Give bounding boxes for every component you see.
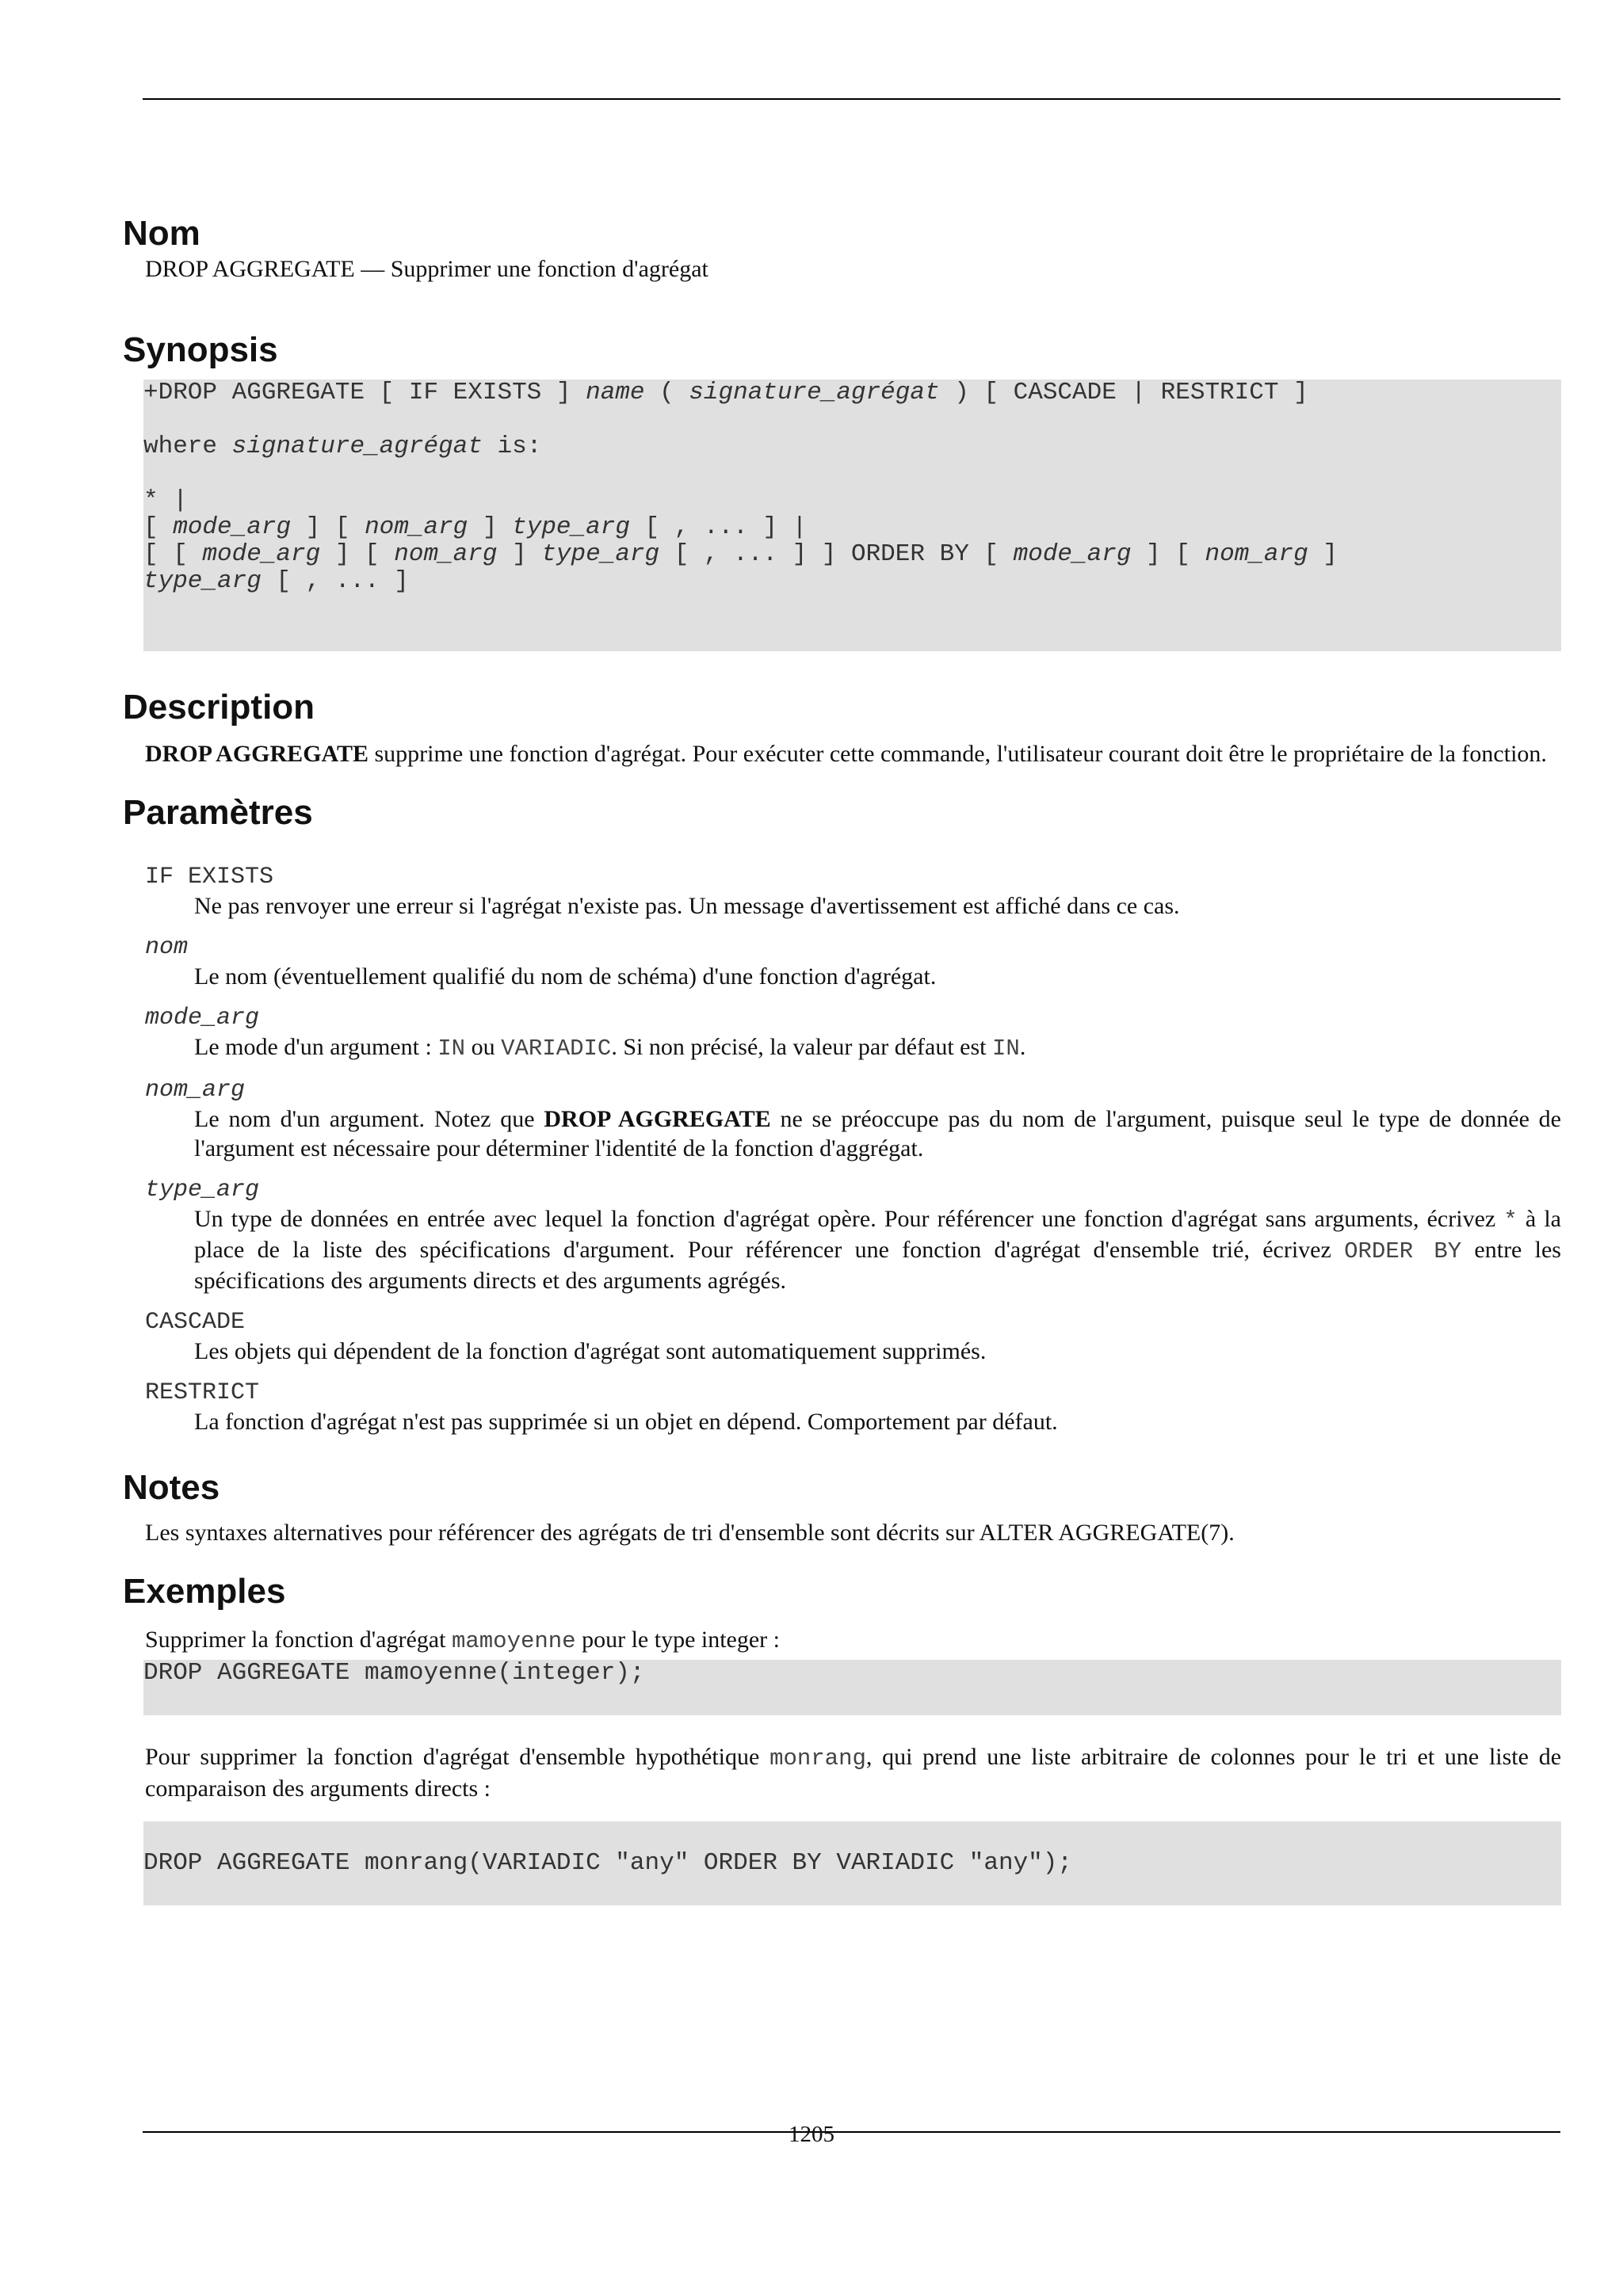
synopsis-line-3: * | xyxy=(143,486,188,515)
description-text: DROP AGGREGATE supprime une fonction d'agrégat. Pour exécuter cette commande, l'utilisateur courant doit être le propriétaire de la fonction. xyxy=(145,740,1547,767)
param-nom xyxy=(145,933,1561,991)
param-term: IF EXISTS xyxy=(145,864,274,891)
header-rule xyxy=(143,98,1560,100)
param-definition: Les objets qui dépendent de la fonction d'agrégat sont automatiquement supprimés. xyxy=(194,1338,987,1365)
param-if-exists xyxy=(145,863,1561,921)
synopsis-line-2: where signature_agrégat is: xyxy=(143,433,542,461)
param-type-arg xyxy=(145,1176,1561,1295)
section-heading-description: Description xyxy=(123,688,315,727)
section-heading-parametres: Paramètres xyxy=(123,792,313,832)
section-heading-exemples: Exemples xyxy=(123,1571,286,1611)
param-definition: Un type de données en entrée avec lequel la fonction d'agrégat opère. Pour référencer une fonction d'agrégat sans arguments, écrivez * à la place de la liste des spécifications d'argument. Pour référencer une fonction d'agrégat d'ensemble trié, écrivez ORDER BY entre les spécifications des arguments directs et des arguments agrégés. xyxy=(194,1206,1561,1295)
example-1-text: Supprimer la fonction d'agrégat mamoyenne pour le type integer : xyxy=(145,1626,781,1654)
param-definition: Le nom (éventuellement qualifié du nom de schéma) d'une fonction d'agrégat. xyxy=(194,963,937,990)
param-cascade xyxy=(145,1308,1561,1366)
param-term: nom xyxy=(145,934,189,962)
param-term: nom_arg xyxy=(145,1077,246,1104)
synopsis-line-6: type_arg [ , ... ] xyxy=(143,567,409,596)
page-number: 1205 xyxy=(789,2122,834,2147)
param-term: mode_arg xyxy=(145,1005,260,1032)
section-heading-nom: Nom xyxy=(123,214,200,253)
param-mode-arg xyxy=(145,1004,1561,1063)
param-restrict xyxy=(145,1379,1561,1436)
param-definition: Le mode d'un argument : IN ou VARIADIC. Si non précisé, la valeur par défaut est IN. xyxy=(194,1034,1026,1062)
param-definition: La fonction d'agrégat n'est pas supprimée si un objet en dépend. Comportement par défaut. xyxy=(194,1409,1058,1436)
synopsis-line-5: [ [ mode_arg ] [ nom_arg ] type_arg [ , ... ] ] ORDER BY [ mode_arg ] [ nom_arg ] xyxy=(143,540,1338,569)
synopsis-line-4: [ mode_arg ] [ nom_arg ] type_arg [ , ... ] | xyxy=(143,513,808,542)
param-term: type_arg xyxy=(145,1177,260,1204)
param-term: CASCADE xyxy=(145,1309,246,1337)
section-heading-notes: Notes xyxy=(123,1468,220,1508)
example-2-code: DROP AGGREGATE monrang(VARIADIC "any" ORDER BY VARIADIC "any"); xyxy=(143,1821,1561,1905)
synopsis-code-block xyxy=(143,379,1561,651)
section-heading-synopsis: Synopsis xyxy=(123,330,278,369)
param-nom-arg xyxy=(145,1076,1561,1163)
page-content xyxy=(123,214,1561,1905)
synopsis-line-1: +DROP AGGREGATE [ IF EXISTS ] name ( signature_agrégat ) [ CASCADE | RESTRICT ] xyxy=(143,379,1308,407)
param-definition: Le nom d'un argument. Notez que DROP AGGREGATE ne se préoccupe pas du nom de l'argument, puisque seul le type de donnée de l'argument est nécessaire pour déterminer l'identité de la fonction d'aggrégat. xyxy=(194,1106,1561,1162)
param-definition: Ne pas renvoyer une erreur si l'agrégat n'existe pas. Un message d'avertissement est affiché dans ce cas. xyxy=(194,893,1180,920)
example-1-code: DROP AGGREGATE mamoyenne(integer); xyxy=(143,1660,1561,1715)
param-term: RESTRICT xyxy=(145,1379,260,1407)
notes-text: Les syntaxes alternatives pour référencer des agrégats de tri d'ensemble sont décrits sur ALTER AGGREGATE(7). xyxy=(145,1519,1235,1546)
nom-text: DROP AGGREGATE — Supprimer une fonction d'agrégat xyxy=(145,255,708,282)
example-2-text: Pour supprimer la fonction d'agrégat d'ensemble hypothétique monrang, qui prend une liste arbitraire de colonnes pour le tri et une liste de comparaison des arguments directs : xyxy=(145,1743,1562,1802)
